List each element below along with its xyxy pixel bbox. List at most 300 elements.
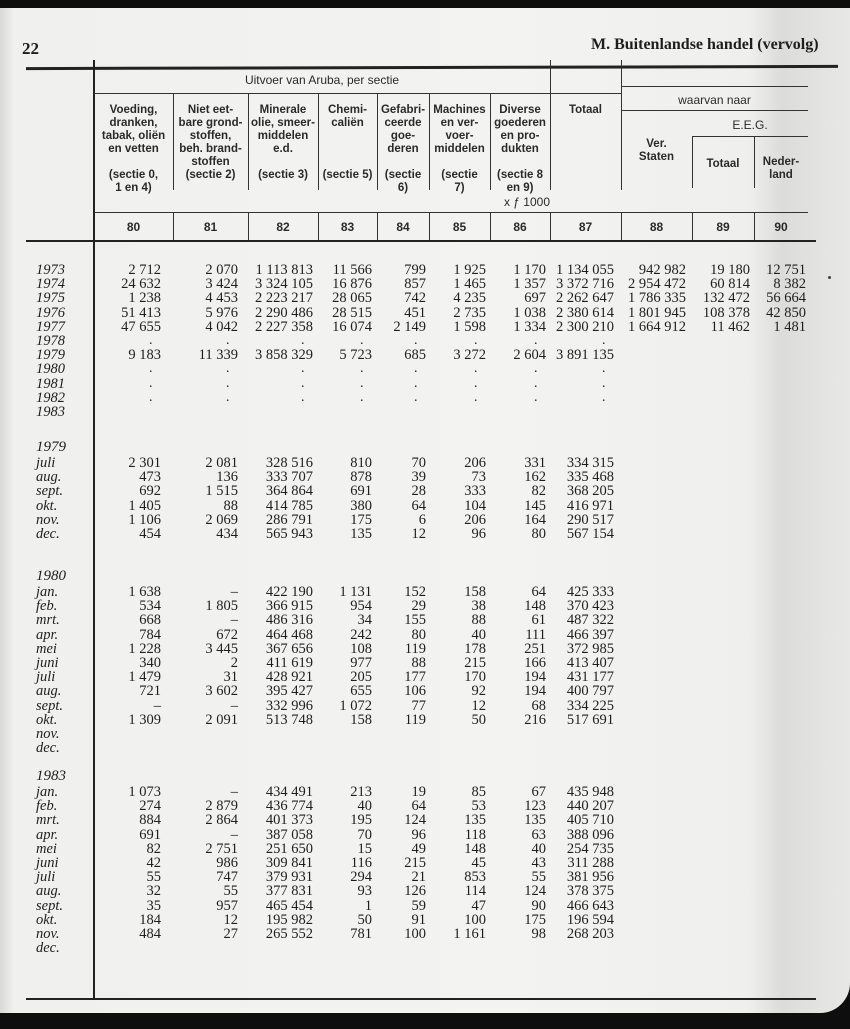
table-cell: 68: [531, 698, 546, 714]
column-header-line: caliën: [331, 117, 364, 129]
column-number: 86: [513, 220, 527, 234]
table-cell: 1 801 945: [628, 305, 686, 321]
table-cell: 55: [146, 869, 161, 885]
table-cell: 98: [531, 926, 546, 942]
stub-divider: [93, 60, 95, 998]
row-label: sept.: [36, 698, 63, 714]
table-cell: 1 072: [339, 698, 372, 714]
table-cell: 1 786 335: [628, 290, 686, 306]
table-cell: 2 954 472: [628, 276, 686, 292]
table-cell: 11 339: [198, 347, 238, 363]
table-cell: 82: [146, 841, 161, 857]
table-cell: 50: [471, 712, 486, 728]
row-label: 1980: [36, 361, 65, 377]
column-number: 89: [716, 220, 730, 234]
table-cell: 2 751: [205, 841, 238, 857]
column-header-line: [318, 130, 377, 143]
table-cell: 4 042: [205, 319, 238, 335]
column-header-line: en 9): [506, 182, 534, 194]
table-cell: 1 073: [128, 784, 161, 800]
column-number: 80: [126, 220, 141, 234]
table-cell: 31: [223, 669, 238, 685]
table-cell: 1 638: [128, 584, 161, 600]
table-cell: 175: [350, 512, 372, 528]
table-cell: 1 038: [513, 305, 546, 321]
row-label: dec.: [36, 740, 60, 756]
table-cell: 3 372 716: [556, 276, 614, 292]
table-cell: 59: [411, 898, 426, 914]
table-cell: 434 491: [265, 784, 313, 800]
table-cell: 164: [524, 512, 546, 528]
column-header-line: Diverse: [499, 104, 541, 116]
column-header: [248, 104, 318, 182]
table-cell: 64: [411, 498, 426, 514]
table-cell: 28 065: [332, 290, 372, 306]
table-cell: 80: [531, 526, 546, 542]
table-cell: 184: [139, 912, 161, 928]
row-label: 1975: [36, 290, 65, 306]
table-cell: 2 300 210: [556, 319, 614, 335]
column-header-line: ceerde: [384, 117, 422, 129]
not-available-mark: .: [301, 390, 305, 405]
column-header-line: Ver.: [646, 138, 667, 150]
column-number: 84: [396, 220, 410, 234]
not-available-mark: .: [360, 376, 364, 391]
column-header-line: Chemi-: [328, 104, 367, 116]
row-label: aug.: [36, 469, 62, 485]
table-cell: 1 228: [128, 641, 161, 657]
table-cell: 118: [464, 827, 486, 843]
row-label: aug.: [36, 883, 62, 899]
not-available-mark: .: [534, 376, 538, 391]
row-label: 1976: [36, 305, 65, 321]
table-cell: 3 858 329: [255, 347, 313, 363]
table-cell: 29: [411, 598, 426, 614]
not-available-mark: .: [602, 333, 606, 348]
table-cell: 135: [350, 526, 372, 542]
table-cell: 92: [471, 683, 486, 699]
table-cell: 691: [350, 483, 372, 499]
table-cell: 1 805: [205, 598, 238, 614]
column-header-line: stoffen,: [189, 130, 232, 142]
table-cell: 177: [404, 669, 426, 685]
table-cell: 148: [464, 841, 486, 857]
not-available-mark: .: [149, 390, 153, 405]
table-cell: 335 468: [566, 469, 614, 485]
table-cell: 436 774: [265, 798, 313, 814]
table-cell: 328 516: [265, 455, 313, 471]
column-header: [754, 156, 808, 182]
table-cell: 124: [524, 883, 546, 899]
document-page: [0, 8, 850, 1013]
table-cell: 114: [464, 883, 486, 899]
table-cell: 1 481: [773, 319, 806, 335]
table-cell: 100: [464, 912, 486, 928]
table-cell: 12: [411, 526, 426, 542]
not-available-mark: .: [414, 376, 418, 391]
table-cell: 73: [471, 469, 486, 485]
table-cell: 2 227 358: [255, 319, 313, 335]
table-cell: 378 375: [566, 883, 614, 899]
table-cell: 77: [411, 698, 426, 714]
table-cell: 388 096: [566, 827, 614, 843]
table-cell: 2 735: [453, 305, 486, 321]
table-cell: 294: [350, 869, 372, 885]
table-cell: 251: [524, 641, 546, 657]
waarvan-header: waarvan naar: [678, 93, 751, 107]
table-cell: 216: [524, 712, 546, 728]
header-divider: [621, 110, 808, 111]
table-cell: 484: [139, 926, 161, 942]
table-cell: 35: [146, 898, 161, 914]
col-divider: [550, 60, 551, 190]
row-label: apr.: [36, 827, 59, 843]
row-label: juli: [36, 455, 56, 471]
table-cell: 195: [350, 812, 372, 828]
row-label: 1981: [36, 376, 65, 392]
table-cell: 100: [404, 926, 426, 942]
column-header-line: land: [769, 169, 793, 181]
table-cell: 45: [471, 855, 486, 871]
column-header-line: Staten: [638, 151, 675, 163]
row-label: 1979: [36, 439, 66, 455]
not-available-mark: .: [301, 376, 305, 391]
table-cell: 465 454: [265, 898, 313, 914]
table-cell: 857: [404, 276, 426, 292]
header-divider: [94, 212, 808, 213]
row-label: nov.: [36, 726, 60, 742]
column-number: 81: [203, 220, 218, 234]
column-header: [377, 104, 429, 195]
table-cell: 80: [411, 627, 426, 643]
not-available-mark: .: [414, 390, 418, 405]
table-cell: 11 566: [332, 262, 372, 278]
table-cell: 82: [531, 483, 546, 499]
not-available-mark: .: [360, 361, 364, 376]
not-available-mark: .: [474, 376, 478, 391]
table-cell: 40: [357, 798, 372, 814]
not-available-mark: .: [602, 361, 606, 376]
table-cell: 56 664: [766, 290, 806, 306]
table-cell: 395 427: [265, 683, 313, 699]
table-cell: 16 876: [332, 276, 372, 292]
row-label: nov.: [36, 926, 60, 942]
column-header-line: (sectie: [441, 169, 478, 181]
table-cell: 49: [411, 841, 426, 857]
column-header-line: [490, 156, 550, 169]
table-cell: 1 106: [128, 512, 161, 528]
column-header-line: dranken,: [109, 117, 158, 129]
top-rule: [26, 65, 838, 70]
not-available-mark: .: [149, 333, 153, 348]
column-header-line: olie, smeer-: [251, 117, 315, 129]
table-cell: 55: [223, 883, 238, 899]
table-cell: –: [230, 784, 238, 800]
column-header-line: [429, 156, 490, 169]
table-cell: 40: [471, 627, 486, 643]
column-header-line: Niet eet-: [187, 104, 234, 116]
page-title: M. Buitenlandse handel (vervolg): [591, 36, 819, 53]
column-header-line: Totaal: [706, 158, 740, 170]
table-cell: 2 290 486: [255, 305, 313, 321]
table-cell: 413 407: [566, 655, 614, 671]
table-cell: 40: [531, 841, 546, 857]
table-cell: 162: [524, 469, 546, 485]
not-available-mark: .: [149, 376, 153, 391]
column-header: [490, 104, 550, 195]
table-cell: 19: [411, 784, 426, 800]
column-header-line: goe-: [390, 130, 416, 142]
table-cell: 692: [139, 483, 161, 499]
table-cell: 194: [524, 683, 546, 699]
table-cell: 42 850: [766, 305, 806, 321]
table-cell: 370 423: [566, 598, 614, 614]
column-number: 88: [649, 220, 664, 234]
row-label: feb.: [36, 798, 58, 814]
table-cell: 5 723: [339, 347, 372, 363]
row-label: mei: [36, 641, 57, 657]
table-cell: 799: [404, 262, 426, 278]
table-cell: 1 170: [513, 262, 546, 278]
table-cell: 517 691: [566, 712, 614, 728]
not-available-mark: .: [226, 390, 230, 405]
table-cell: 155: [404, 612, 426, 628]
table-cell: 93: [357, 883, 372, 899]
row-label: 1977: [36, 319, 65, 335]
row-label: 1978: [36, 333, 65, 349]
table-cell: 473: [139, 469, 161, 485]
table-cell: 340: [139, 655, 161, 671]
column-header-line: en pro-: [500, 130, 540, 142]
table-cell: 1 131: [339, 584, 372, 600]
table-cell: 534: [139, 598, 161, 614]
table-cell: 205: [350, 669, 372, 685]
col-divider: [621, 60, 622, 190]
eeg-header: E.E.G.: [732, 118, 768, 132]
table-cell: 2 069: [205, 512, 238, 528]
table-cell: 672: [216, 627, 238, 643]
row-label: 1983: [36, 768, 66, 784]
table-cell: 215: [464, 655, 486, 671]
table-cell: 1 238: [128, 290, 161, 306]
table-cell: 1 664 912: [628, 319, 686, 335]
table-cell: 9 183: [128, 347, 161, 363]
table-cell: 3 602: [205, 683, 238, 699]
table-cell: 1 309: [128, 712, 161, 728]
table-cell: 884: [139, 812, 161, 828]
table-cell: 215: [404, 855, 426, 871]
table-cell: 38: [471, 598, 486, 614]
table-cell: 435 948: [566, 784, 614, 800]
table-cell: 3 891 135: [556, 347, 614, 363]
table-cell: 175: [524, 912, 546, 928]
table-cell: 47: [471, 898, 486, 914]
table-cell: –: [230, 827, 238, 843]
table-cell: 242: [350, 627, 372, 643]
table-cell: 61: [531, 612, 546, 628]
table-cell: 6: [418, 512, 426, 528]
table-cell: 487 322: [566, 612, 614, 628]
table-cell: 364 864: [265, 483, 313, 499]
table-cell: 3 324 105: [255, 276, 313, 292]
column-header-line: [248, 156, 318, 169]
table-cell: 70: [411, 455, 426, 471]
table-cell: 90: [531, 898, 546, 914]
column-header-line: [377, 156, 429, 169]
header-bottom-rule: [26, 240, 816, 242]
table-cell: 784: [139, 627, 161, 643]
row-label: 1974: [36, 276, 65, 292]
table-cell: 466 397: [566, 627, 614, 643]
table-cell: 954: [350, 598, 372, 614]
table-cell: 379 931: [265, 869, 313, 885]
table-cell: 50: [357, 912, 372, 928]
table-cell: 434: [216, 526, 238, 542]
table-cell: 366 915: [265, 598, 313, 614]
table-cell: 721: [139, 683, 161, 699]
table-cell: 1 334: [513, 319, 546, 335]
table-cell: 977: [350, 655, 372, 671]
table-cell: 24 632: [121, 276, 161, 292]
table-cell: 170: [464, 669, 486, 685]
column-header: [550, 104, 621, 117]
column-header-line: bare grond-: [178, 117, 243, 129]
table-cell: 3 272: [453, 347, 486, 363]
column-header-line: middelen: [434, 143, 485, 155]
table-cell: 27: [223, 926, 238, 942]
table-cell: 451: [404, 305, 426, 321]
column-header-line: e.d.: [273, 143, 293, 155]
table-cell: 5 976: [205, 305, 238, 321]
column-header-line: Minerale: [259, 104, 307, 116]
column-number: 85: [452, 220, 467, 234]
table-cell: 111: [525, 627, 546, 643]
table-cell: 152: [404, 584, 426, 600]
table-cell: 70: [357, 827, 372, 843]
not-available-mark: .: [360, 333, 364, 348]
table-cell: 1: [364, 898, 372, 914]
table-cell: 116: [350, 855, 372, 871]
table-cell: 332 996: [265, 698, 313, 714]
table-cell: 466 643: [566, 898, 614, 914]
table-cell: 124: [404, 812, 426, 828]
row-label: dec.: [36, 526, 60, 542]
table-cell: 428 921: [265, 669, 313, 685]
table-cell: 274: [139, 798, 161, 814]
table-cell: 135: [464, 812, 486, 828]
table-cell: 1 113 813: [255, 262, 313, 278]
row-label: okt.: [36, 712, 58, 728]
table-cell: 135: [524, 812, 546, 828]
table-cell: 567 154: [566, 526, 614, 542]
column-header-line: [94, 156, 173, 169]
column-header-line: beh. brand-: [179, 143, 242, 155]
column-header-line: deren: [387, 143, 419, 155]
table-cell: 1 161: [453, 926, 486, 942]
column-header-line: Voeding,: [109, 104, 158, 116]
column-header-line: (sectie 2): [185, 169, 236, 181]
table-cell: 132 472: [702, 290, 750, 306]
not-available-mark: .: [414, 361, 418, 376]
column-header-line: (sectie 8: [496, 169, 544, 181]
table-cell: –: [230, 612, 238, 628]
table-cell: 123: [524, 798, 546, 814]
not-available-mark: .: [226, 376, 230, 391]
column-header-line: en ver-: [440, 117, 479, 129]
table-cell: 34: [357, 612, 372, 628]
table-cell: 12: [223, 912, 238, 928]
column-header-line: tabak, oliën: [101, 130, 166, 142]
column-header: [318, 104, 377, 182]
column-header-line: voer-: [445, 130, 474, 142]
row-label: feb.: [36, 598, 58, 614]
table-cell: 12: [471, 698, 486, 714]
table-cell: 28 515: [332, 305, 372, 321]
table-cell: 565 943: [265, 526, 313, 542]
table-cell: 64: [531, 584, 546, 600]
table-cell: 2 081: [205, 455, 238, 471]
column-number: 83: [340, 220, 355, 234]
table-cell: 422 190: [265, 584, 313, 600]
not-available-mark: .: [360, 390, 364, 405]
column-header-line: 1 en 4): [115, 182, 152, 194]
table-cell: 12 751: [766, 262, 806, 278]
column-header: [621, 138, 692, 164]
row-label: mrt.: [36, 612, 60, 628]
not-available-mark: .: [534, 361, 538, 376]
unit-label: x ƒ 1000: [503, 195, 550, 209]
column-header-line: (sectie: [384, 169, 422, 181]
table-cell: –: [230, 698, 238, 714]
table-cell: 42: [146, 855, 161, 871]
table-cell: 334 225: [566, 698, 614, 714]
column-header: [429, 104, 490, 195]
table-cell: 3 424: [205, 276, 238, 292]
not-available-mark: .: [534, 390, 538, 405]
table-cell: 1 925: [453, 262, 486, 278]
table-cell: 742: [404, 290, 426, 306]
table-cell: 51 413: [121, 305, 161, 321]
table-cell: 88: [411, 655, 426, 671]
table-cell: 88: [471, 612, 486, 628]
column-header-line: 6): [397, 182, 409, 194]
table-cell: 126: [404, 883, 426, 899]
not-available-mark: .: [474, 390, 478, 405]
not-available-mark: .: [301, 333, 305, 348]
not-available-mark: .: [301, 361, 305, 376]
column-header-line: en vetten: [108, 143, 159, 155]
table-cell: 2: [230, 655, 238, 671]
header-divider: [621, 86, 808, 87]
table-cell: 2 149: [393, 319, 426, 335]
row-label: sept.: [36, 898, 63, 914]
not-available-mark: .: [602, 390, 606, 405]
table-cell: 11 462: [710, 319, 750, 335]
table-cell: 367 656: [265, 641, 313, 657]
not-available-mark: .: [602, 376, 606, 391]
table-cell: 405 710: [566, 812, 614, 828]
row-label: juli: [36, 869, 56, 885]
table-cell: 88: [223, 498, 238, 514]
table-cell: 213: [350, 784, 372, 800]
table-cell: 685: [404, 347, 426, 363]
table-cell: 380: [350, 498, 372, 514]
table-cell: 32: [146, 883, 161, 899]
row-label: 1980: [36, 568, 66, 584]
row-label: jan.: [36, 784, 59, 800]
column-header-line: (sectie 0,: [108, 169, 159, 181]
table-cell: 119: [404, 712, 426, 728]
